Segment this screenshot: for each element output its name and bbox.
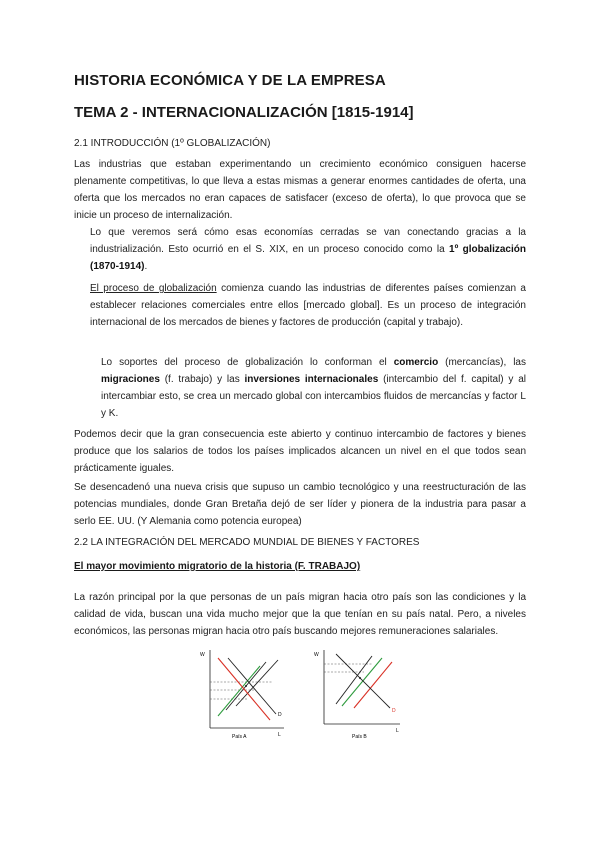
section-heading-intro: 2.1 INTRODUCCIÓN (1º GLOBALIZACIÓN)	[74, 138, 271, 149]
supply-curve	[236, 660, 278, 706]
paragraph-intro: Las industrias que estaban experimentando un crecimiento económico consiguen hacerse plenamente competitivas, lo que lleva a estas mismas a generar enormes cantidades de oferta, una oferta que los mercados no eran capaces de satisfacer (exceso de oferta), lo que provoca que se inicie un proceso de internalización.	[74, 159, 526, 221]
topic-title: TEMA 2 - INTERNACIONALIZACIÓN [1815-1914]	[74, 104, 414, 121]
paragraph-crisis: Se desencadenó una nueva crisis que supuso un cambio tecnológico y una reestructuración de las potencias mundiales, donde Gran Bretaña dejó de ser líder y pionera de la industria para pasar a serlo EE. UU. (Y Alemania como potencia europea)	[74, 482, 526, 527]
axis-label-l: L	[278, 732, 281, 738]
bold-investments: inversiones internacionales	[244, 374, 379, 385]
demand-curve	[336, 654, 390, 708]
caption-country-a: País A	[232, 734, 247, 740]
axis-label-w: W	[200, 652, 205, 658]
axis-label-l: L	[396, 728, 399, 734]
caption-country-b: País B	[352, 734, 367, 740]
axis-label-w: W	[314, 652, 319, 658]
panel-country-a	[200, 650, 284, 740]
label-d: D	[278, 712, 282, 718]
bold-commerce: comercio	[393, 357, 439, 368]
paragraph-globalization-process: El proceso de globalización comienza cuando las industrias de diferentes países comienzan a establecer relaciones comerciales entre ellos [mercado global]. Es un proceso de integración internacional de los mercados de bienes y factores de producción (capital y trabajo).	[90, 283, 526, 328]
labour-market-figure	[196, 644, 416, 744]
paragraph-text: Lo que veremos será cómo esas economías cerradas se van conectando gracias a la industrialización. Esto ocurrió en el S. XIX, en un proceso conocido como la	[90, 227, 526, 255]
bold-migrations: migraciones	[101, 374, 160, 385]
supply-curve-green	[218, 666, 260, 716]
panel-country-b	[314, 650, 400, 740]
paragraph-migration-reason: La razón principal por la que personas de un país migran hacia otro país son las condiciones y la calidad de vida, buscan una vida mucho mejor que la que tenían en su país natal. Pero, a niveles económicos, las personas migran hacia otro país buscando mejores remuneraciones salariales.	[74, 592, 526, 637]
bold-term-globalization: 1º globalización (1870-1914)	[90, 244, 526, 272]
underlined-term: El proceso de globalización	[90, 283, 217, 294]
paragraph-supports: Lo soportes del proceso de globalización lo conforman el comercio (mercancías), las migraciones (f. trabajo) y las inversiones internacionales (intercambio del f. capital) y al intercambiar esto, se crea un mercado global con intercambios fluidos de mercancías y factor L y K.	[101, 357, 527, 419]
demand-curve	[228, 658, 276, 714]
supply-curve	[336, 656, 372, 704]
paragraph-consequence: Podemos decir que la gran consecuencia este abierto y continuo intercambio de factores y bienes produce que los salarios de todos los países implicados alcancen un nivel en el que todos sean prácticamente iguales.	[74, 429, 526, 474]
paragraph-closed-economies: Lo que veremos será cómo esas economías cerradas se van conectando gracias a la industrialización. Esto ocurrió en el S. XIX, en un proceso conocido como la 1º globalización (1870-1914).	[90, 227, 526, 272]
label-d: D	[392, 708, 396, 714]
section-heading-integration: 2.2 LA INTEGRACIÓN DEL MERCADO MUNDIAL DE BIENES Y FACTORES	[74, 537, 420, 548]
subheading-migration: El mayor movimiento migratorio de la historia (F. TRABAJO)	[74, 561, 361, 572]
demand-curve-red	[218, 658, 270, 720]
document-title: HISTORIA ECONÓMICA Y DE LA EMPRESA	[74, 72, 386, 89]
